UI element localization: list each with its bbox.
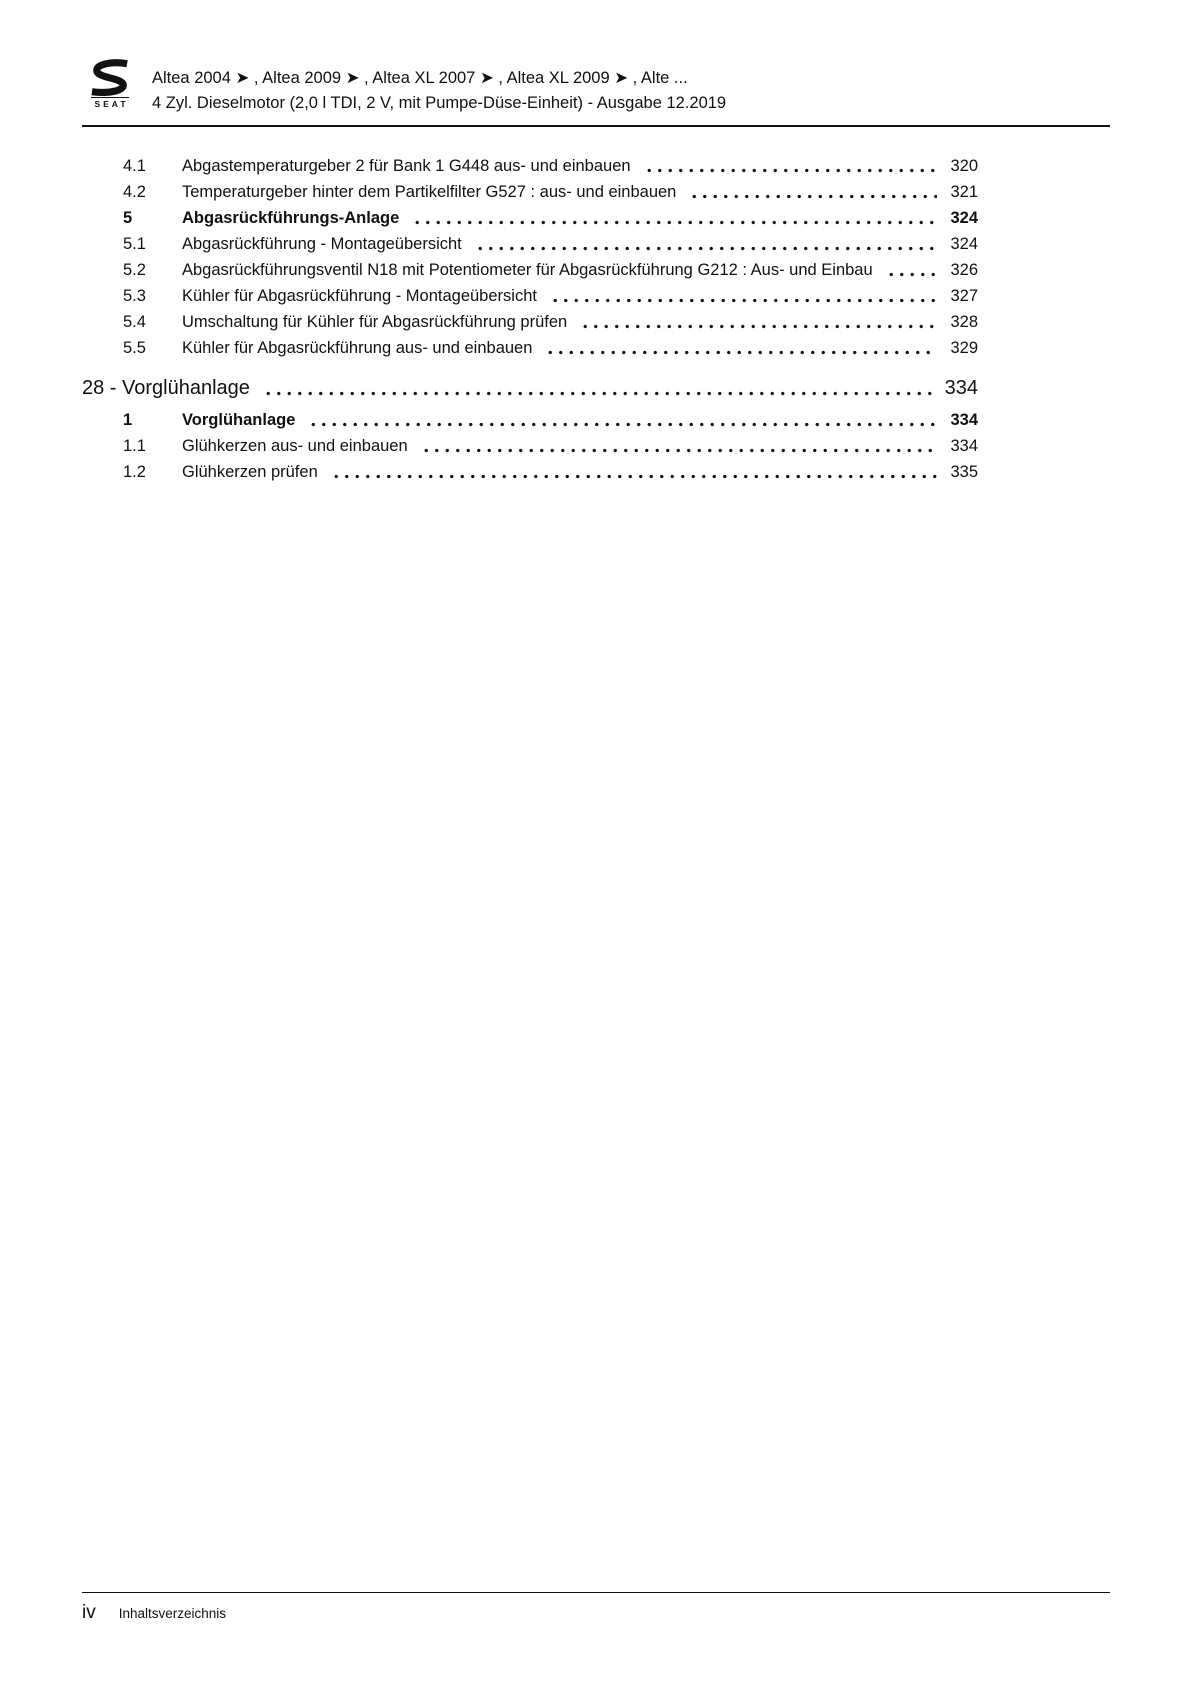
toc-entry[interactable] bbox=[82, 337, 1110, 360]
header-text bbox=[152, 56, 726, 116]
toc-entry[interactable] bbox=[82, 311, 1110, 334]
entry-title: Abgasrückführungsventil N18 mit Potentiometer für Abgasrückführung G212 : Aus- und Einbau bbox=[182, 261, 873, 279]
entry-title: Glühkerzen prüfen bbox=[182, 463, 318, 481]
entry-title: Abgasrückführung - Montageübersicht bbox=[182, 235, 462, 253]
dot-leader bbox=[548, 298, 937, 303]
header-engine-line: 4 Zyl. Dieselmotor (2,0 l TDI, 2 V, mit Pumpe-Düse-Einheit) - Ausgabe 12.2019 bbox=[152, 94, 727, 112]
dot-leader bbox=[884, 272, 937, 277]
dot-leader bbox=[687, 194, 937, 199]
seat-logo-text: SEAT bbox=[91, 97, 128, 109]
entry-number: 1.2 bbox=[123, 463, 146, 481]
entry-number: 5.5 bbox=[123, 339, 146, 357]
dot-leader bbox=[410, 220, 937, 225]
footer-page-number: iv bbox=[82, 1602, 96, 1623]
toc-entry[interactable] bbox=[82, 181, 1110, 204]
entry-title: Abgasrückführungs-Anlage bbox=[182, 209, 400, 227]
entry-number: 5 bbox=[123, 209, 133, 227]
toc bbox=[82, 155, 1110, 487]
entry-page: 327 bbox=[950, 287, 978, 305]
entry-title: Vorglühanlage bbox=[182, 411, 296, 429]
entry-number: 1 bbox=[123, 411, 133, 429]
page-footer bbox=[82, 1602, 226, 1624]
footer-divider bbox=[82, 1592, 1110, 1593]
entry-number: 1.1 bbox=[123, 437, 146, 455]
dot-leader bbox=[543, 350, 937, 355]
entry-page: 320 bbox=[950, 157, 978, 175]
seat-logo bbox=[82, 56, 138, 109]
entry-page: 329 bbox=[950, 339, 978, 357]
dot-leader bbox=[473, 246, 937, 251]
seat-s-icon bbox=[87, 58, 133, 96]
page-header bbox=[82, 56, 1110, 116]
entry-page: 328 bbox=[950, 313, 978, 331]
toc-entry[interactable] bbox=[82, 259, 1110, 282]
toc-entry[interactable] bbox=[82, 409, 1110, 432]
entry-number: 5.3 bbox=[123, 287, 146, 305]
entry-title: Temperaturgeber hinter dem Partikelfilter G527 : aus- und einbauen bbox=[182, 183, 677, 201]
toc-entry[interactable] bbox=[82, 461, 1110, 484]
entry-page: 324 bbox=[950, 209, 978, 227]
entry-title: Kühler für Abgasrückführung aus- und einbauen bbox=[182, 339, 533, 357]
entry-number: 5.4 bbox=[123, 313, 146, 331]
entry-title: Glühkerzen aus- und einbauen bbox=[182, 437, 408, 455]
header-divider bbox=[82, 125, 1110, 127]
toc-chapter-heading[interactable] bbox=[82, 375, 1110, 402]
entry-page: 335 bbox=[950, 463, 978, 481]
entry-page: 324 bbox=[950, 235, 978, 253]
toc-entry[interactable] bbox=[82, 233, 1110, 256]
chapter-title: 28 - Vorglühanlage bbox=[82, 377, 250, 399]
entry-page: 334 bbox=[950, 411, 978, 429]
entry-page: 326 bbox=[950, 261, 978, 279]
entry-number: 5.2 bbox=[123, 261, 146, 279]
entry-page: 334 bbox=[950, 437, 978, 455]
dot-leader bbox=[329, 474, 937, 479]
chapter-page: 334 bbox=[944, 377, 978, 399]
entry-title: Kühler für Abgasrückführung - Montageübersicht bbox=[182, 287, 537, 305]
entry-title: Umschaltung für Kühler für Abgasrückführung prüfen bbox=[182, 313, 568, 331]
toc-entry[interactable] bbox=[82, 285, 1110, 308]
dot-leader bbox=[642, 168, 937, 173]
toc-entry[interactable] bbox=[82, 435, 1110, 458]
entry-number: 4.2 bbox=[123, 183, 146, 201]
entry-number: 4.1 bbox=[123, 157, 146, 175]
dot-leader bbox=[261, 391, 937, 396]
toc-entry[interactable] bbox=[82, 155, 1110, 178]
header-models-line: Altea 2004 ➤ , Altea 2009 ➤ , Altea XL 2007 ➤ , Altea XL 2009 ➤ , Alte ... bbox=[152, 69, 688, 87]
dot-leader bbox=[306, 422, 937, 427]
dot-leader bbox=[578, 324, 937, 329]
footer-section-title: Inhaltsverzeichnis bbox=[118, 1606, 227, 1621]
toc-entry[interactable] bbox=[82, 207, 1110, 230]
entry-page: 321 bbox=[950, 183, 978, 201]
entry-number: 5.1 bbox=[123, 235, 146, 253]
entry-title: Abgastemperaturgeber 2 für Bank 1 G448 aus- und einbauen bbox=[182, 157, 631, 175]
dot-leader bbox=[419, 448, 937, 453]
